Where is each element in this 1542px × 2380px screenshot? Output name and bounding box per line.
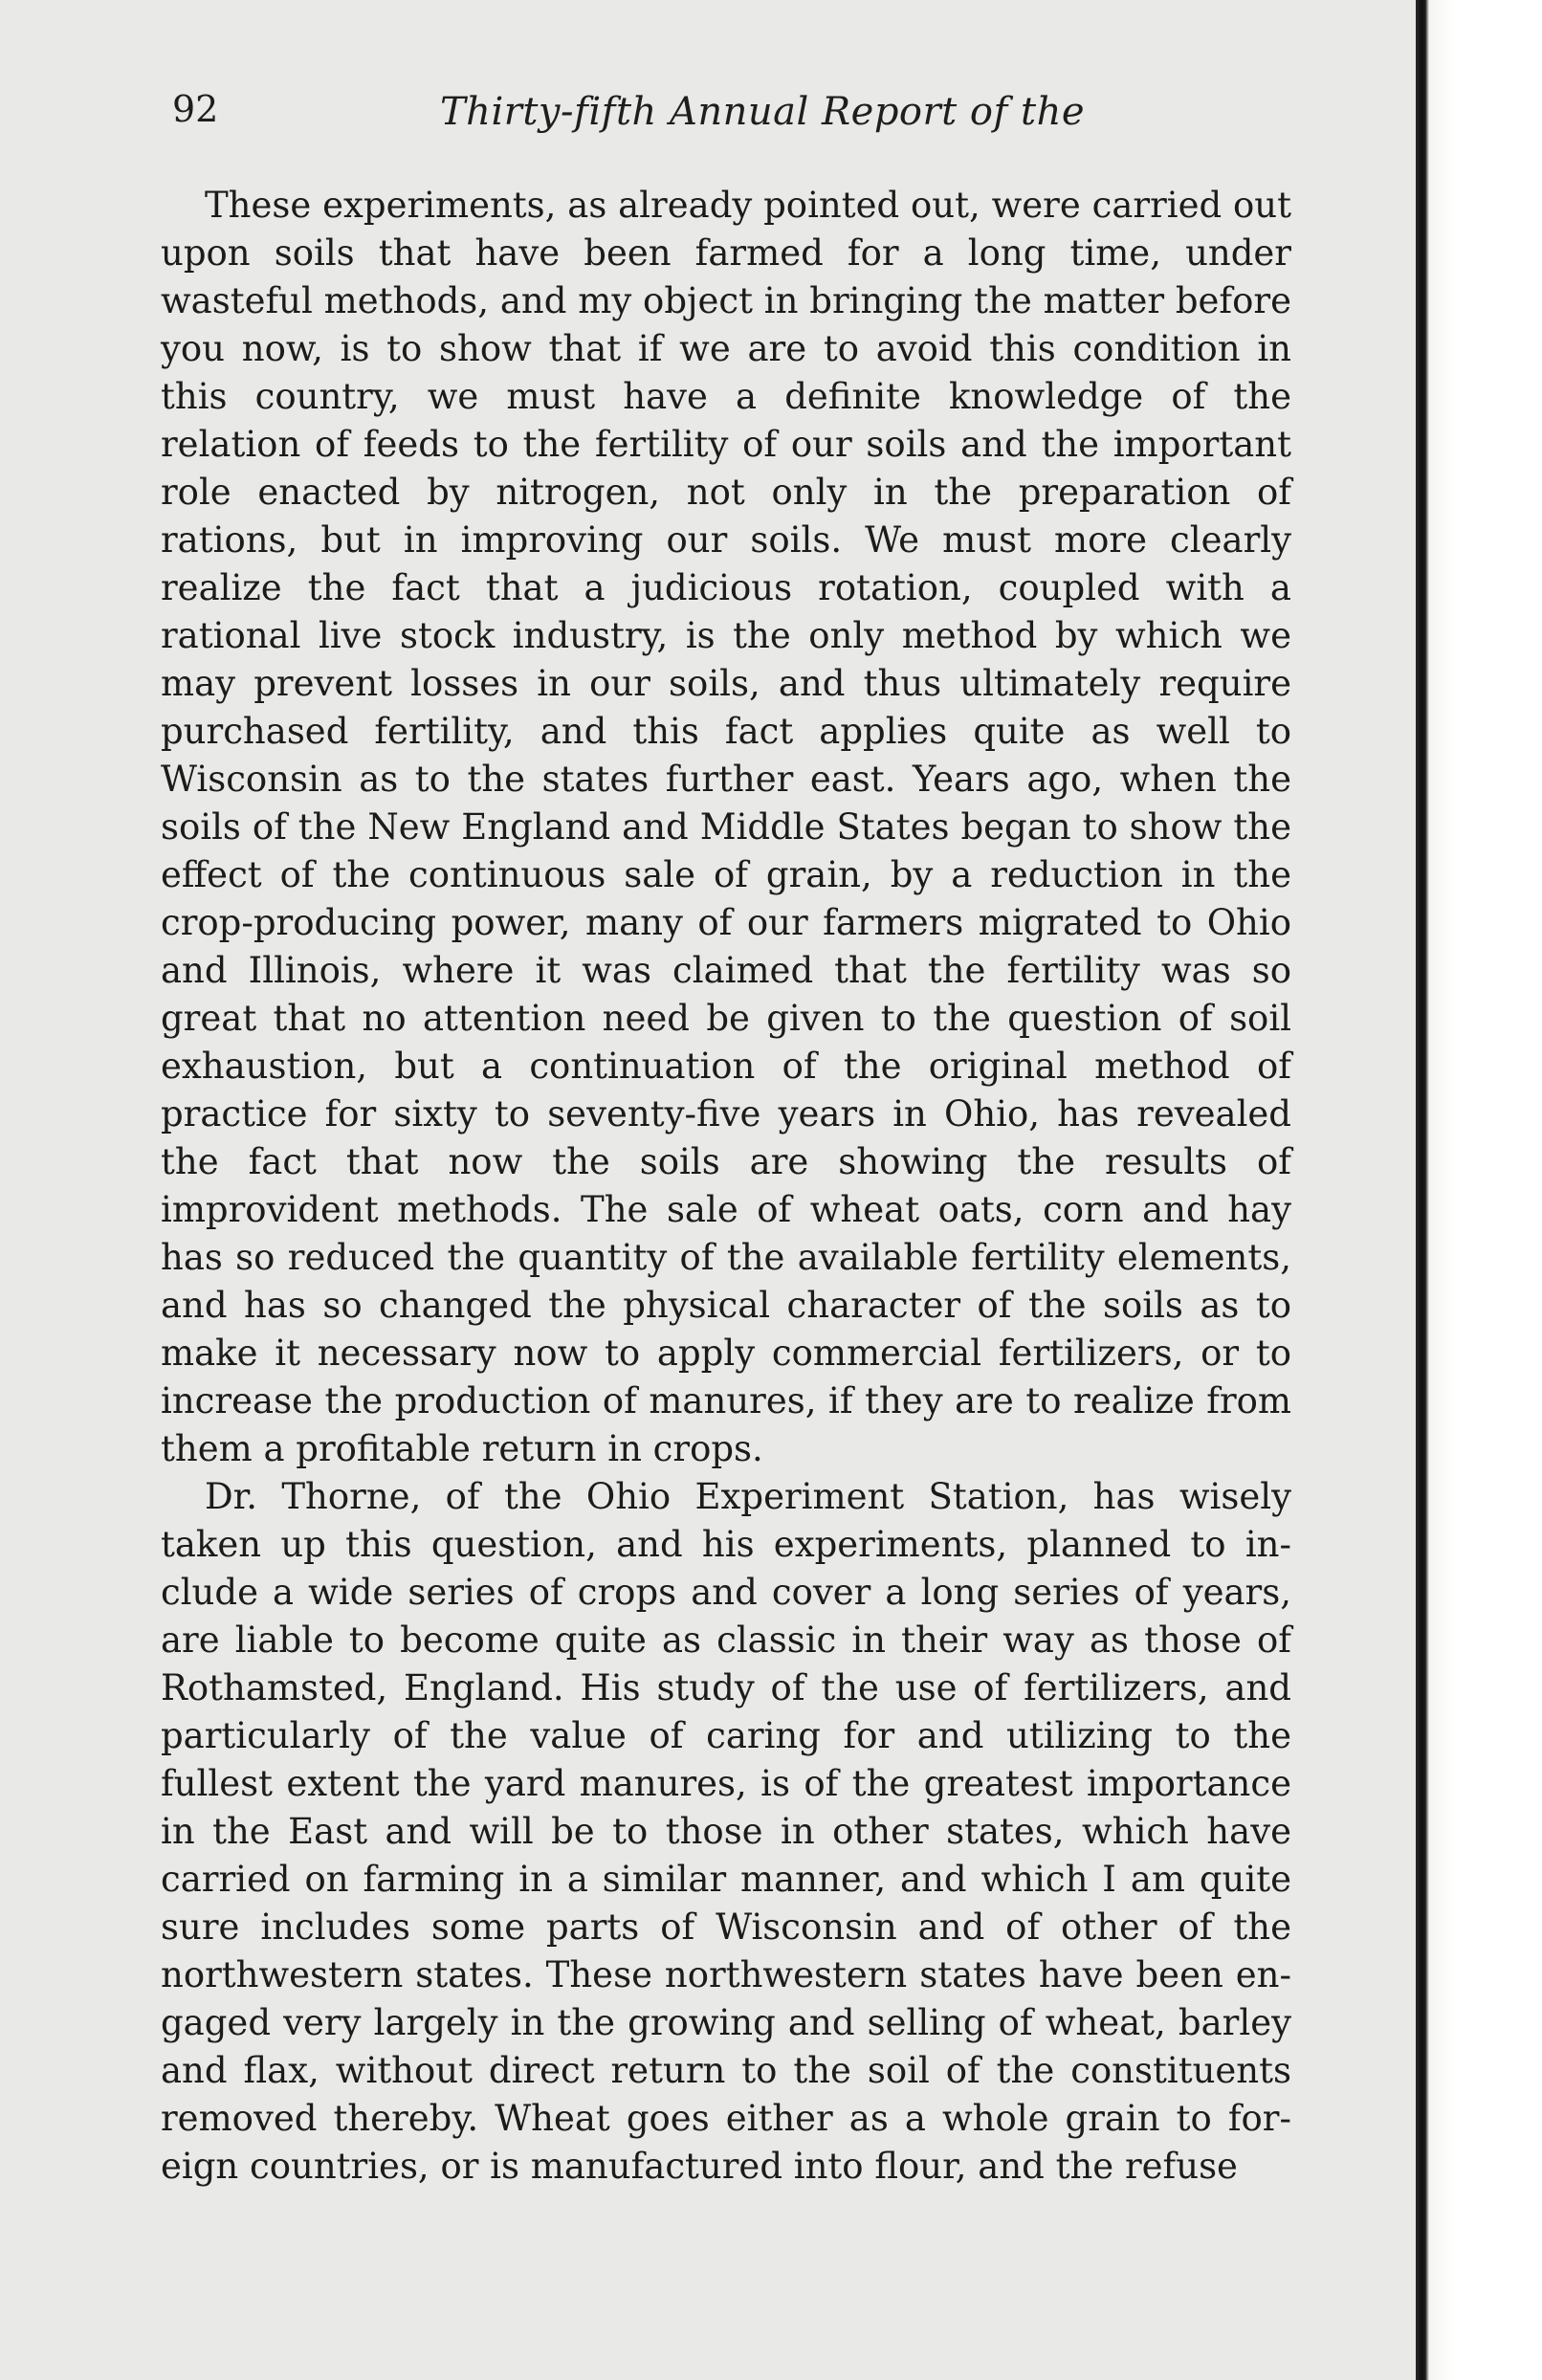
page-header xyxy=(172,88,1320,155)
running-head: Thirty-fifth Annual Report of the xyxy=(440,90,1086,134)
paragraph: These experiments, as already pointed out, were carried out upon soils that have been farmed for a long time, under wasteful methods, and my object in bringing the matter before you now, is to show that if we are to avoid this condition in this country, we must have a definite knowledge of the relation of feeds to the fertility of our soils and the important role enacted by nitrogen, not only in the preparation of rations, but in improving our soils. We must more clearly realize the fact that a judicious rotation, coupled with a rational live stock industry, is the only method by which we may prevent losses in our soils, and thus ultimately require purchased fertility, and this fact applies quite as well to Wisconsin as to the states further east. Years ago, when the soils of the New England and Middle States began to show the effect of the continuous sale of grain, by a reduction in the crop-producing power, many of our farmers migrated to Ohio and Illinois, where it was claimed that the fertility was so great that no attention need be given to the question of soil exhaustion, but a continuation of the original method of practice for sixty to seventy-five years in Ohio, has revealed the fact that now the soils are showing the results of improvident methods. The sale of wheat oats, corn and hay has so reduced the quantity of the available fertility elements, and has so changed the physical character of the soils as to make it necessary now to apply commercial fertilizers, or to increase the production of manures, if they are to realize from them a profitable return in crops. xyxy=(161,185,1291,1469)
page-number: 92 xyxy=(172,88,219,130)
paragraph: Dr. Thorne, of the Ohio Experiment Station, has wisely taken up this question, and his experiments, planned to include a wide series of crops and cover a long series of years, are liable to become quite as classic in their way as those of Rothamsted, England. His study of the use of fertilizers, and particularly of the value of caring for and utilizing to the fullest extent the yard manures, is of the greatest importance in the East and will be to those in other states, which have carried on farming in a similar manner, and which I am quite sure includes some parts of Wisconsin and of other of the northwestern states. These northwestern states have been engaged very largely in the growing and selling of wheat, barley and flax, without direct return to the soil of the constituents removed thereby. Wheat goes either as a whole grain to foreign countries, or is manufactured into flour, and the refuse xyxy=(161,1476,1291,2187)
body-text xyxy=(161,182,1291,2191)
page-edge-shadow xyxy=(1416,0,1542,2380)
